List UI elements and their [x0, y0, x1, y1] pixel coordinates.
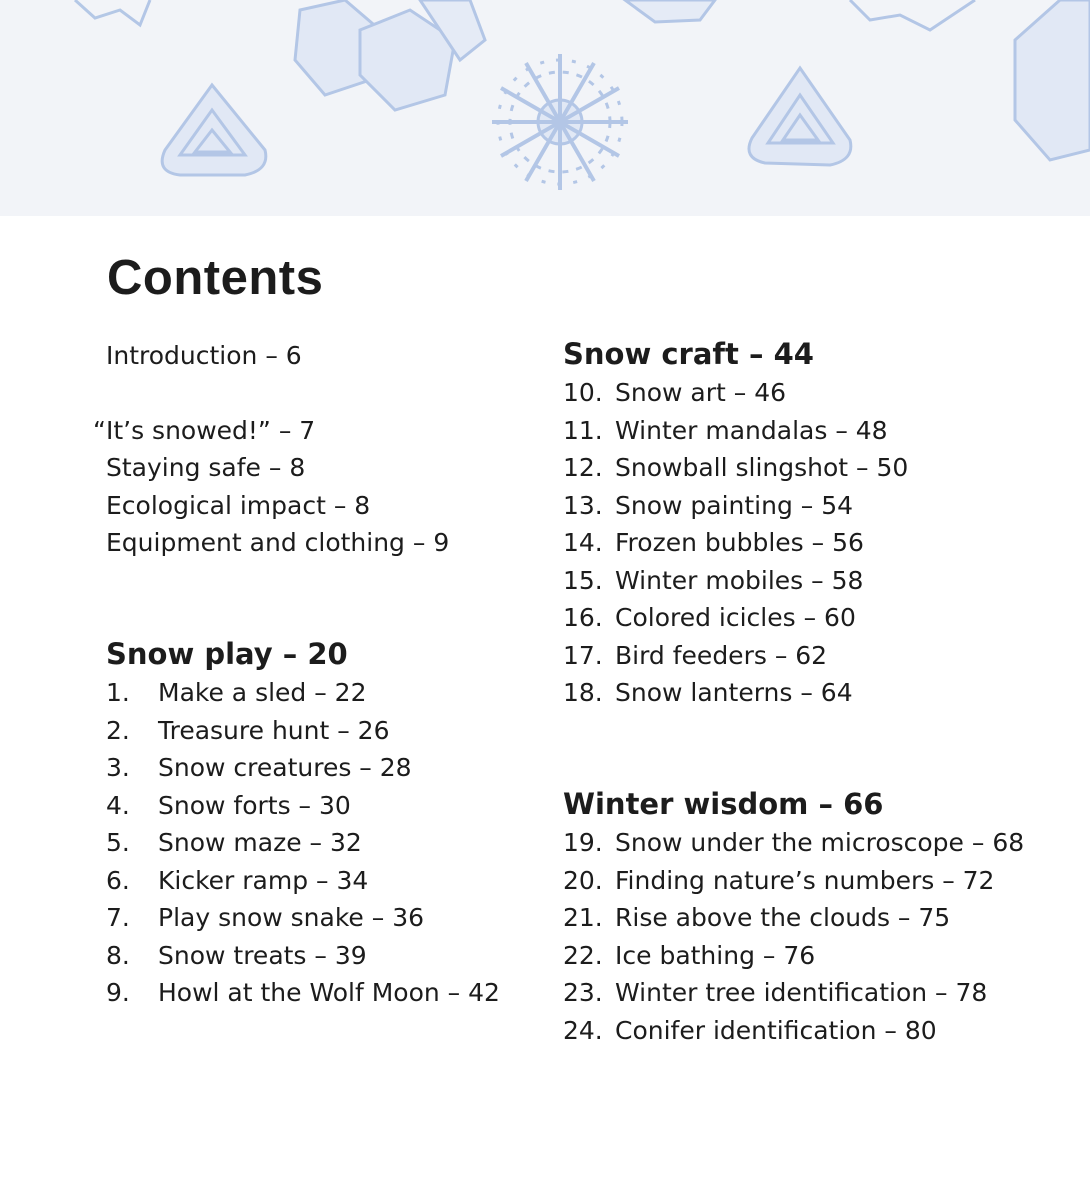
item-number: 16.: [563, 603, 603, 632]
list-item: [106, 903, 424, 933]
list-item: [563, 1016, 937, 1046]
intro-ecological-impact: Ecological impact – 8: [106, 491, 371, 520]
item-number: 22.: [563, 941, 603, 970]
list-item: [106, 941, 367, 971]
item-text: Ice bathing – 76: [615, 941, 816, 970]
item-text: Snow lanterns – 64: [615, 678, 853, 707]
item-number: 2.: [106, 716, 130, 745]
item-number: 8.: [106, 941, 130, 970]
list-item: [563, 378, 786, 408]
list-item: [563, 453, 908, 483]
item-text: Make a sled – 22: [158, 678, 367, 707]
section-title-snow-play: Snow play – 20: [106, 637, 348, 671]
item-text: Snow painting – 54: [615, 491, 854, 520]
crystal-fragment-right-icon: [850, 0, 975, 30]
triangle-crystal-left-icon: [162, 85, 266, 175]
item-text: Winter tree identification – 78: [615, 978, 988, 1007]
list-item: [563, 528, 864, 558]
item-number: 24.: [563, 1016, 603, 1045]
item-text: Rise above the clouds – 75: [615, 903, 951, 932]
item-number: 9.: [106, 978, 130, 1007]
item-text: Snow treats – 39: [158, 941, 367, 970]
item-number: 15.: [563, 566, 603, 595]
item-text: Howl at the Wolf Moon – 42: [158, 978, 500, 1007]
crystal-fragment-icon: [75, 0, 150, 25]
hex-plate-right-icon: [1015, 0, 1090, 160]
section-title-winter-wisdom: Winter wisdom – 66: [563, 787, 884, 821]
item-text: Snow art – 46: [615, 378, 787, 407]
intro-introduction: Introduction – 6: [106, 341, 302, 370]
item-text: Treasure hunt – 26: [158, 716, 390, 745]
item-text: Snow under the microscope – 68: [615, 828, 1025, 857]
list-item: [563, 828, 1024, 858]
item-number: 18.: [563, 678, 603, 707]
item-text: Finding nature’s numbers – 72: [615, 866, 995, 895]
snowflake-illustration: [0, 0, 1090, 216]
hex-plate-cluster-icon: [295, 0, 485, 110]
item-text: Snow maze – 32: [158, 828, 362, 857]
item-number: 6.: [106, 866, 130, 895]
list-item: [563, 641, 827, 671]
item-number: 12.: [563, 453, 603, 482]
item-number: 23.: [563, 978, 603, 1007]
item-number: 5.: [106, 828, 130, 857]
item-number: 1.: [106, 678, 130, 707]
list-item: [106, 716, 390, 746]
list-item: [563, 978, 987, 1008]
list-item: [563, 941, 815, 971]
list-item: [563, 866, 994, 896]
item-number: 19.: [563, 828, 603, 857]
intro-staying-safe: Staying safe – 8: [106, 453, 306, 482]
plate-fragment-icon: [625, 0, 715, 22]
item-number: 20.: [563, 866, 603, 895]
list-item: [563, 678, 853, 708]
section-title-snow-craft: Snow craft – 44: [563, 337, 814, 371]
list-item: [563, 491, 853, 521]
item-number: 17.: [563, 641, 603, 670]
triangle-crystal-right-icon: [749, 68, 851, 165]
item-text: Conifer identification – 80: [615, 1016, 937, 1045]
item-number: 4.: [106, 791, 130, 820]
list-item: [563, 566, 863, 596]
item-text: Play snow snake – 36: [158, 903, 425, 932]
snowflake-banner: [0, 0, 1090, 216]
item-text: Winter mandalas – 48: [615, 416, 888, 445]
list-item: [106, 828, 362, 858]
list-item: [106, 678, 367, 708]
star-snowflake-icon: [492, 54, 628, 190]
page-title: Contents: [107, 251, 324, 305]
item-number: 11.: [563, 416, 603, 445]
intro-equipment-clothing: Equipment and clothing – 9: [106, 528, 450, 557]
item-text: Kicker ramp – 34: [158, 866, 369, 895]
item-number: 14.: [563, 528, 603, 557]
item-text: Snow forts – 30: [158, 791, 351, 820]
item-text: Snow creatures – 28: [158, 753, 412, 782]
item-text: Bird feeders – 62: [615, 641, 828, 670]
item-text: Colored icicles – 60: [615, 603, 856, 632]
item-number: 7.: [106, 903, 130, 932]
list-item: [106, 866, 368, 896]
list-item: [563, 603, 856, 633]
item-text: Frozen bubbles – 56: [615, 528, 864, 557]
list-item: [106, 791, 351, 821]
item-text: Snowball slingshot – 50: [615, 453, 909, 482]
list-item: [563, 903, 950, 933]
intro-its-snowed: “It’s snowed!” – 7: [93, 416, 316, 445]
list-item: [106, 753, 412, 783]
item-text: Winter mobiles – 58: [615, 566, 864, 595]
item-number: 21.: [563, 903, 603, 932]
item-number: 13.: [563, 491, 603, 520]
item-number: 3.: [106, 753, 130, 782]
list-item: [106, 978, 500, 1008]
item-number: 10.: [563, 378, 603, 407]
list-item: [563, 416, 888, 446]
